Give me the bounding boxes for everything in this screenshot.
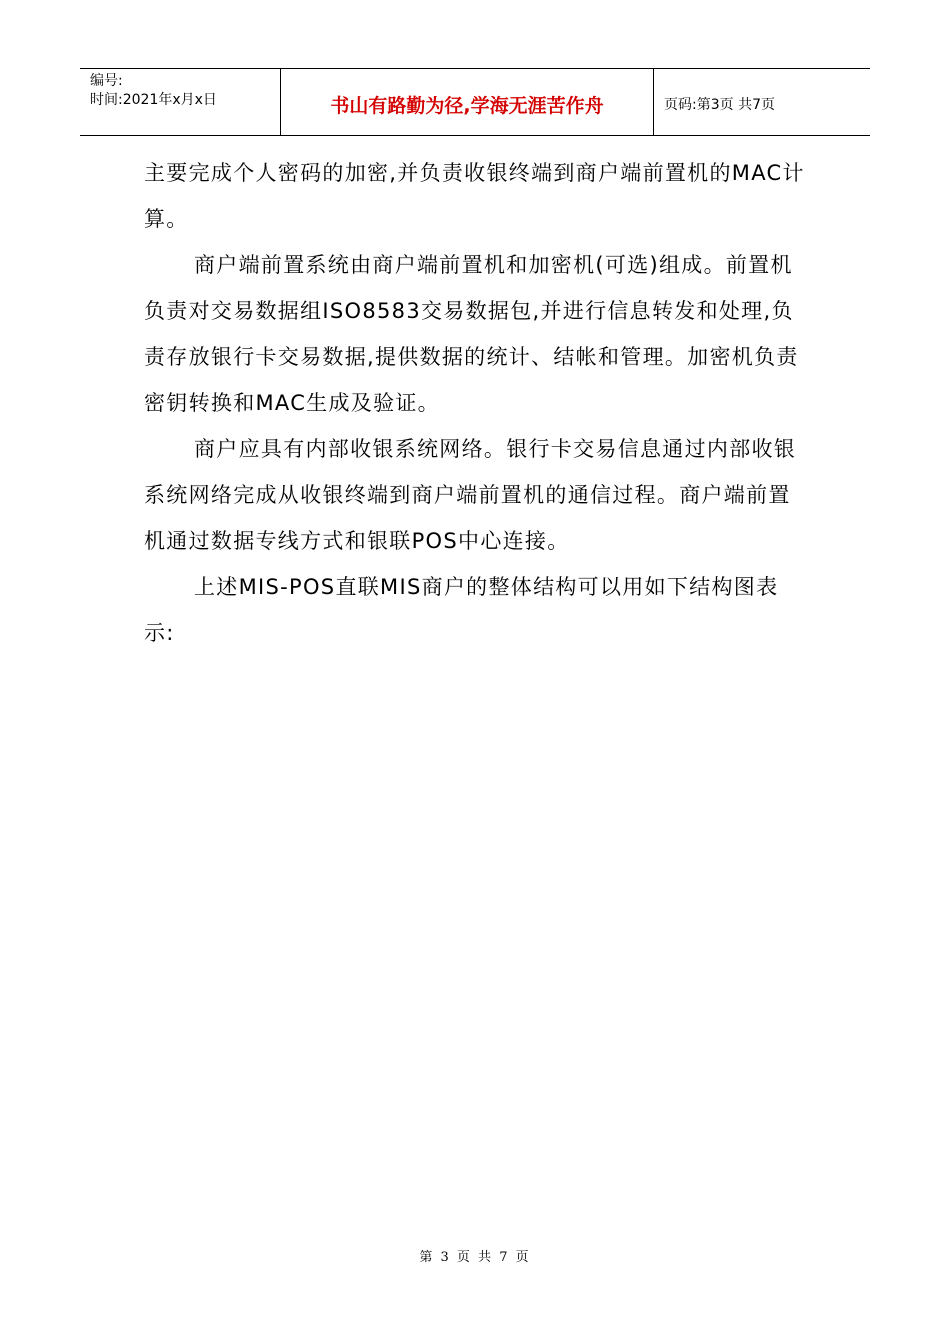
document-body xyxy=(144,150,808,656)
header-motto: 书山有路勤为径,学海无涯苦作舟 xyxy=(281,69,654,135)
body-paragraph: 上述MIS-POS直联MIS商户的整体结构可以用如下结构图表示: xyxy=(144,575,779,645)
page-header xyxy=(80,68,870,136)
document-date-label: 时间:2021年x月x日 xyxy=(90,92,217,108)
body-paragraph: 主要完成个人密码的加密,并负责收银终端到商户端前置机的MAC计算。 xyxy=(144,161,805,231)
header-page-number: 页码:第3页 共7页 xyxy=(664,97,775,113)
header-meta-cell xyxy=(80,69,281,135)
document-number-label: 编号: xyxy=(90,73,123,89)
page-footer: 第 3 页 共 7 页 xyxy=(419,1250,531,1265)
body-paragraph: 商户端前置系统由商户端前置机和加密机(可选)组成。前置机负责对交易数据组ISO8583交易数据包,并进行信息转发和处理,负责存放银行卡交易数据,提供数据的统计、结帐和管理。加密机负责密钥转换和MAC生成及验证。 xyxy=(144,253,799,415)
body-paragraph: 商户应具有内部收银系统网络。银行卡交易信息通过内部收银系统网络完成从收银终端到商户端前置机的通信过程。商户端前置机通过数据专线方式和银联POS中心连接。 xyxy=(144,437,797,553)
